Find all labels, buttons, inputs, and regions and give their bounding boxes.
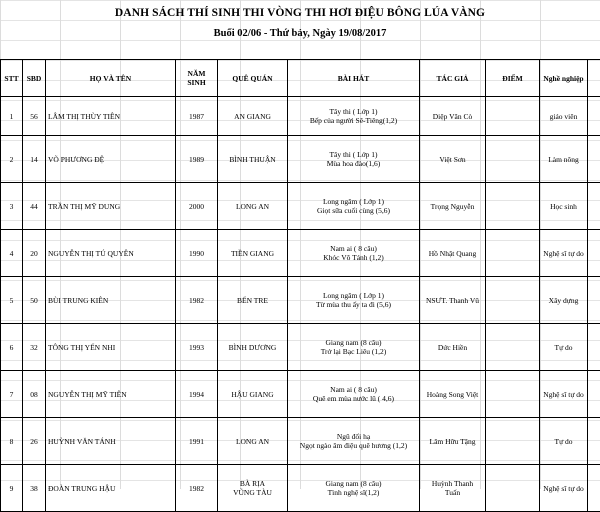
candidate-table — [0, 59, 600, 512]
cell-hometown[interactable]: LONG AN — [218, 183, 288, 230]
cell-song[interactable]: Tây thi ( Lớp 1) Bếp của người Sê-Tiêng(1,2) — [288, 97, 420, 136]
cell-job[interactable]: giáo viên — [540, 97, 588, 136]
cell-stt[interactable]: 6 — [1, 324, 23, 371]
cell-year[interactable]: 1991 — [176, 418, 218, 465]
cell-sbd[interactable]: 08 — [23, 371, 46, 418]
cell-song[interactable]: Nam ai ( 8 câu) Khóc Võ Tánh (1,2) — [288, 230, 420, 277]
cell-year[interactable]: 2000 — [176, 183, 218, 230]
cell-score[interactable] — [486, 418, 540, 465]
cell-score[interactable] — [486, 277, 540, 324]
cell-job[interactable]: Nghệ sĩ tự do — [540, 371, 588, 418]
cell-song[interactable]: Long ngâm ( Lớp 1) Từ mùa thu ấy ta đi (5,6) — [288, 277, 420, 324]
table-row — [1, 97, 600, 136]
header-row — [1, 60, 600, 97]
cell-stt[interactable]: 4 — [1, 230, 23, 277]
table-row — [1, 277, 600, 324]
document-subtitle: Buổi 02/06 - Thứ bảy, Ngày 19/08/2017 — [0, 26, 600, 42]
cell-name[interactable]: VÕ PHƯƠNG ĐỆ — [46, 136, 176, 183]
cell-song[interactable]: Long ngâm ( Lớp 1) Giọt sữa cuối cùng (5,6) — [288, 183, 420, 230]
cell-job[interactable]: Tự do — [540, 418, 588, 465]
header-extra[interactable] — [588, 60, 600, 97]
cell-hometown[interactable]: TIỀN GIANG — [218, 230, 288, 277]
cell-stt[interactable]: 9 — [1, 465, 23, 512]
table-row — [1, 136, 600, 183]
cell-year[interactable]: 1982 — [176, 465, 218, 512]
cell-job[interactable]: Nghệ sĩ tự do — [540, 465, 588, 512]
cell-extra[interactable] — [588, 277, 600, 324]
cell-name[interactable]: LÂM THỊ THÙY TIÊN — [46, 97, 176, 136]
cell-stt[interactable]: 5 — [1, 277, 23, 324]
table-row — [1, 418, 600, 465]
cell-name[interactable]: TÔNG THỊ YẾN NHI — [46, 324, 176, 371]
cell-stt[interactable]: 8 — [1, 418, 23, 465]
cell-year[interactable]: 1982 — [176, 277, 218, 324]
cell-extra[interactable] — [588, 371, 600, 418]
cell-extra[interactable] — [588, 418, 600, 465]
cell-extra[interactable] — [588, 183, 600, 230]
cell-job[interactable]: Tự do — [540, 324, 588, 371]
cell-sbd[interactable]: 44 — [23, 183, 46, 230]
header-sbd[interactable]: SBD — [23, 60, 46, 97]
cell-year[interactable]: 1989 — [176, 136, 218, 183]
cell-sbd[interactable]: 50 — [23, 277, 46, 324]
table-row — [1, 183, 600, 230]
cell-name[interactable]: NGUYỄN THỊ TÚ QUYÊN — [46, 230, 176, 277]
cell-extra[interactable] — [588, 465, 600, 512]
cell-score[interactable] — [486, 371, 540, 418]
header-job[interactable]: Nghề nghiệp — [540, 60, 588, 97]
cell-job[interactable]: Học sinh — [540, 183, 588, 230]
cell-stt[interactable]: 7 — [1, 371, 23, 418]
cell-hometown[interactable]: BẾN TRE — [218, 277, 288, 324]
cell-author[interactable]: Hồ Nhật Quang — [420, 230, 486, 277]
cell-author[interactable]: Huỳnh Thanh Tuấn — [420, 465, 486, 512]
cell-song[interactable]: Giang nam (8 câu) Trở lại Bạc Liêu (1,2) — [288, 324, 420, 371]
header-hometown[interactable]: QUÊ QUÁN — [218, 60, 288, 97]
header-author[interactable]: TÁC GIẢ — [420, 60, 486, 97]
cell-name[interactable]: ĐOÀN TRUNG HẬU — [46, 465, 176, 512]
cell-extra[interactable] — [588, 230, 600, 277]
cell-job[interactable]: Làm nông — [540, 136, 588, 183]
cell-year[interactable]: 1994 — [176, 371, 218, 418]
cell-author[interactable]: Diệp Văn Cò — [420, 97, 486, 136]
cell-author[interactable]: Dức Hiền — [420, 324, 486, 371]
cell-song[interactable]: Giang nam (8 câu) Tình nghệ sĩ(1,2) — [288, 465, 420, 512]
cell-sbd[interactable]: 26 — [23, 418, 46, 465]
cell-job[interactable]: Nghệ sĩ tự do — [540, 230, 588, 277]
cell-hometown[interactable]: AN GIANG — [218, 97, 288, 136]
cell-song[interactable]: Nam ai ( 8 câu) Quê em mùa nước lũ ( 4,6) — [288, 371, 420, 418]
cell-year[interactable]: 1987 — [176, 97, 218, 136]
table-row — [1, 324, 600, 371]
header-year[interactable]: NĂM SINH — [176, 60, 218, 97]
table-row — [1, 230, 600, 277]
cell-name[interactable]: HUỲNH VĂN TÁNH — [46, 418, 176, 465]
cell-stt[interactable]: 1 — [1, 97, 23, 136]
cell-sbd[interactable]: 32 — [23, 324, 46, 371]
cell-hometown[interactable]: BÌNH DƯƠNG — [218, 324, 288, 371]
table-row — [1, 371, 600, 418]
cell-score[interactable] — [486, 324, 540, 371]
cell-sbd[interactable]: 56 — [23, 97, 46, 136]
cell-author[interactable]: Trọng Nguyễn — [420, 183, 486, 230]
cell-score[interactable] — [486, 183, 540, 230]
cell-author[interactable]: Lâm Hữu Tặng — [420, 418, 486, 465]
document-title: DANH SÁCH THÍ SINH THI VÒNG THI HƠI ĐIỆU BÔNG LÚA VÀNG — [0, 4, 600, 22]
cell-score[interactable] — [486, 465, 540, 512]
header-song[interactable]: BÀI HÁT — [288, 60, 420, 97]
cell-song[interactable]: Ngũ đối hạ Ngọt ngào âm điệu quê hương (1,2) — [288, 418, 420, 465]
cell-hometown[interactable]: LONG AN — [218, 418, 288, 465]
header-score[interactable]: ĐIỂM — [486, 60, 540, 97]
cell-name[interactable]: TRẦN THỊ MỸ DUNG — [46, 183, 176, 230]
cell-hometown[interactable]: HẬU GIANG — [218, 371, 288, 418]
cell-year[interactable]: 1990 — [176, 230, 218, 277]
cell-author[interactable]: Hoàng Song Việt — [420, 371, 486, 418]
table-row — [1, 465, 600, 512]
cell-name[interactable]: NGUYỄN THỊ MỸ TIÊN — [46, 371, 176, 418]
cell-job[interactable]: Xây dựng — [540, 277, 588, 324]
cell-sbd[interactable]: 20 — [23, 230, 46, 277]
cell-year[interactable]: 1993 — [176, 324, 218, 371]
cell-stt[interactable]: 2 — [1, 136, 23, 183]
cell-author[interactable]: NSƯT. Thanh Vũ — [420, 277, 486, 324]
cell-hometown[interactable]: BÌNH THUẬN — [218, 136, 288, 183]
cell-hometown[interactable]: BÀ RỊA VŨNG TÀU — [218, 465, 288, 512]
cell-sbd[interactable]: 38 — [23, 465, 46, 512]
cell-stt[interactable]: 3 — [1, 183, 23, 230]
cell-score[interactable] — [486, 97, 540, 136]
cell-name[interactable]: BÙI TRUNG KIÊN — [46, 277, 176, 324]
cell-sbd[interactable]: 14 — [23, 136, 46, 183]
cell-extra[interactable] — [588, 97, 600, 136]
cell-score[interactable] — [486, 230, 540, 277]
cell-extra[interactable] — [588, 136, 600, 183]
header-name[interactable]: HỌ VÀ TÊN — [46, 60, 176, 97]
cell-score[interactable] — [486, 136, 540, 183]
cell-song[interactable]: Tây thi ( Lớp 1) Mùa hoa đào(1,6) — [288, 136, 420, 183]
header-stt[interactable]: STT — [1, 60, 23, 97]
cell-author[interactable]: Việt Sơn — [420, 136, 486, 183]
cell-extra[interactable] — [588, 324, 600, 371]
